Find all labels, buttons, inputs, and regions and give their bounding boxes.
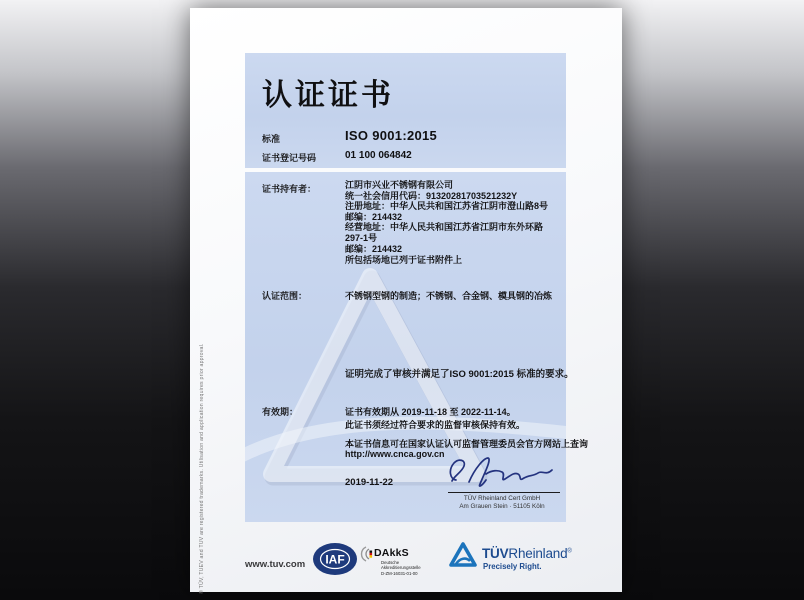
info-line: 本证书信息可在国家认证认可监督管理委员会官方网站上查询 <box>345 439 589 449</box>
holder-label: 证书持有者： <box>262 184 317 194</box>
brand-tuv-text: TÜV <box>482 546 509 561</box>
validity-label: 有效期： <box>262 407 299 417</box>
certificate-title: 认证证书 <box>262 79 394 112</box>
standard-label: 标准 <box>262 134 281 144</box>
brand-tagline: Precisely Right. <box>483 562 542 571</box>
issue-date: 2019-11-22 <box>345 477 394 488</box>
dakks-subtext-line1: Deutsche <box>381 560 400 565</box>
standard-value: ISO 9001:2015 <box>345 128 438 143</box>
registration-value: 01 100 064842 <box>345 150 412 161</box>
dakks-arcs-icon <box>357 545 373 563</box>
info-url: http://www.cnca.gov.cn <box>345 449 445 459</box>
sites-note: 所包括场地已列于证书附件上 <box>345 255 463 265</box>
signature-handwriting-icon <box>442 452 560 490</box>
holder-registered-address: 注册地址：中华人民共和国江苏省江阴市澄山路8号 <box>345 201 549 212</box>
dakks-subtext <box>381 560 421 576</box>
holder-postcode-2: 邮编：214432 <box>345 243 403 254</box>
tuv-rheinland-wordmark <box>482 546 572 561</box>
validity-line1: 证书有效期从 2019-11-18 至 2022-11-14。 <box>345 407 516 417</box>
holder-postcode-1: 邮编：214432 <box>345 211 403 222</box>
scope-value: 不锈钢型钢的制造；不锈钢、合金钢、模具钢的冶炼 <box>345 291 553 301</box>
scope-label: 认证范围： <box>262 291 308 301</box>
tuv-rheinland-triangle-icon <box>448 541 478 569</box>
certificate-page <box>190 8 622 592</box>
issuer-name: TÜV Rheinland Cert GmbH <box>463 495 541 502</box>
dakks-subtext-line2: Akkreditierungsstelle <box>381 565 421 571</box>
holder-operating-address: 经营地址：中华人民共和国江苏省江阴市东外环路297-1号 <box>345 222 544 243</box>
registered-mark: ® <box>567 548 572 555</box>
validity-line2: 此证书须经过符合要求的监督审核保持有效。 <box>345 420 526 430</box>
holder-credit-code: 统一社会信用代码：91320281703521232Y <box>345 190 518 201</box>
dakks-label: DAkkS <box>374 547 409 559</box>
issuer-address: Am Grauen Stein · 51105 Köln <box>459 503 545 510</box>
dakks-subtext-line3: D-ZM-16031-01-00 <box>381 570 418 576</box>
holder-block <box>345 180 560 254</box>
brand-rheinland-text: Rheinland <box>508 546 568 561</box>
tuv-website-url: www.tuv.com <box>245 559 306 570</box>
iaf-logo <box>312 542 358 577</box>
audit-statement: 证明完成了审核并满足了ISO 9001:2015 标准的要求。 <box>345 369 574 380</box>
iaf-label-text: IAF <box>325 552 345 567</box>
registration-label: 证书登记号码 <box>262 153 317 163</box>
trademark-vertical-note: ® TÜV, TUEV and TUV are registered trademarks. Utilisation and application requires prior approval. <box>199 343 205 594</box>
holder-name: 江阴市兴业不锈钢有限公司 <box>345 180 454 190</box>
signature-line <box>448 492 560 493</box>
